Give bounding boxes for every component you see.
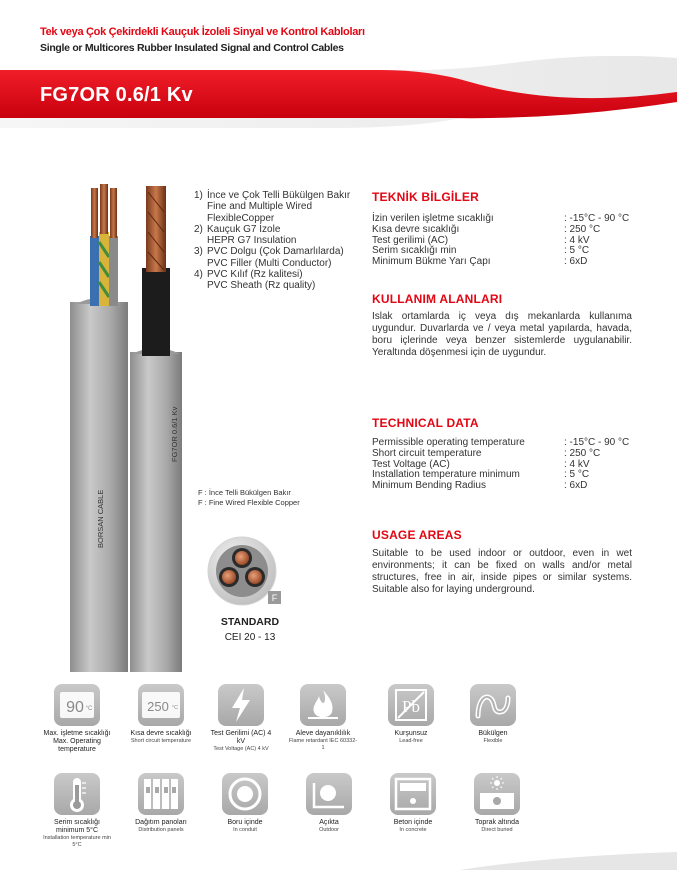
caption-en: Distribution panels — [138, 827, 184, 834]
part-item — [194, 224, 350, 247]
spec-value: : 250 °C — [564, 223, 601, 235]
caption-en: Test Voltage (AC) 4 kV — [213, 746, 269, 753]
spec-value: : 6xD — [564, 256, 588, 268]
lead-symbol: Pb — [402, 697, 420, 716]
part-line: FlexibleCopper — [207, 212, 275, 224]
spec-key: Kısa devre sıcaklığı — [372, 223, 460, 235]
technical-table — [372, 438, 629, 492]
icon-caption — [42, 730, 112, 755]
caption-en: In concrete — [399, 827, 427, 834]
kullanim-title: KULLANIM ALANLARI — [372, 292, 503, 306]
caption-tr: Aleve dayanıklılık — [295, 730, 351, 737]
spec-key: Serim sıcaklığı min — [372, 245, 457, 257]
icon-tile — [218, 684, 264, 726]
spec-key: İzin verilen işletme sıcaklığı — [372, 213, 494, 224]
icon-tile — [300, 684, 346, 726]
icon-tile — [388, 684, 434, 726]
part-line: PVC Dolgu (Çok Damarlılarda) — [207, 246, 344, 258]
icon-tile — [138, 684, 184, 726]
icon-250-value: 250 — [147, 699, 169, 714]
caption-tr: Serim sıcaklığı minimum 5°C — [54, 819, 100, 835]
spec-value: : 6xD — [564, 480, 588, 492]
part-line: Kauçuk G7 İzole — [207, 223, 281, 235]
icon-caption — [458, 730, 528, 745]
spec-row — [372, 225, 629, 236]
part-line: HEPR G7 Insulation — [207, 235, 297, 247]
header-title-tr: Tek veya Çok Çekirdekli Kauçuk İzoleli Sinyal ve Kontrol Kabloları — [40, 26, 365, 38]
kullanim-text: Islak ortamlarda iç veya dış mekanlarda kullanıma uygundur. Duvarlarda ve / veya metal yapılarda, havada, boru içlerinde veya benzer sistemlerde uygulanabilir. Yeraltında döşenmesi için de uygundur. — [372, 311, 632, 358]
part-item — [194, 190, 350, 224]
spec-value: : 4 kV — [564, 234, 590, 246]
caption-tr: Beton içinde — [393, 819, 433, 826]
icon-tile — [54, 773, 100, 815]
caption-tr: Kısa devre sıcaklığı — [130, 730, 192, 737]
caption-en: Direct buried — [481, 827, 513, 834]
caption-en: Flexible — [483, 738, 503, 745]
icon-tile — [138, 773, 184, 815]
caption-tr: Toprak altında — [475, 819, 519, 826]
caption-tr: Kurşunsuz — [394, 730, 428, 737]
part-line: PVC Kılıf (Rz kalitesi) — [207, 269, 303, 281]
icon-90-unit: °C — [85, 706, 93, 712]
spec-value: : -15°C - 90 °C — [564, 213, 630, 224]
icon-90-value: 90 — [66, 699, 84, 716]
technical-title: TECHNICAL DATA — [372, 416, 479, 430]
flexible-icon — [470, 684, 516, 726]
legend-line-en: F : Fine Wired Flexible Copper — [198, 498, 300, 507]
cable-cross-section — [204, 535, 284, 607]
caption-en: Installation temperature min 5°C — [43, 835, 111, 848]
icon-250-unit: °C — [171, 705, 179, 711]
spec-value: : 5 °C — [564, 245, 590, 257]
caption-tr: Dağıtım panoları — [135, 819, 187, 826]
short-circuit-250-icon — [138, 684, 184, 726]
part-number: 3) — [194, 246, 203, 258]
icon-caption — [378, 819, 448, 834]
concrete-icon — [390, 773, 436, 815]
part-number: 1) — [194, 190, 203, 201]
spec-key: Test gerilimi (AC) — [372, 234, 449, 246]
legend-line-tr: F : İnce Telli Bükülgen Bakır — [198, 488, 291, 497]
caption-tr: Bükülgen — [478, 730, 508, 737]
part-line: PVC Filler (Multi Conductor) — [207, 257, 332, 269]
usage-text: Suitable to be used indoor or outdoor, even in wet environments; it can be fixed on walls and/or metal structures, free in air, inside pipes or similar systems. Suitable also for laying underground. — [372, 548, 632, 595]
icon-tile — [474, 773, 520, 815]
lightning-icon — [218, 684, 264, 726]
header-title-en: Single or Multicores Rubber Insulated Signal and Control Cables — [40, 42, 344, 54]
spec-key: Minimum Bükme Yarı Çapı — [372, 256, 491, 268]
spec-key: Installation temperature minimum — [372, 469, 520, 481]
icon-caption — [288, 730, 358, 751]
spec-key: Test Voltage (AC) — [372, 458, 450, 470]
icon-caption — [294, 819, 364, 834]
spec-key: Minimum Bending Radius — [372, 480, 486, 492]
usage-title: USAGE AREAS — [372, 528, 462, 542]
icon-caption — [462, 819, 532, 834]
caption-tr: Açıkta — [319, 819, 339, 826]
icon-caption — [376, 730, 446, 745]
distribution-panel-icon — [138, 773, 184, 815]
icon-caption — [42, 819, 112, 848]
icon-tile — [54, 684, 100, 726]
spec-key: Short circuit temperature — [372, 447, 482, 459]
product-title: FG7OR 0.6/1 Kv — [40, 84, 193, 106]
caption-en: In conduit — [233, 827, 257, 834]
spec-value: : 5 °C — [564, 469, 590, 481]
part-item — [194, 269, 350, 292]
spec-row — [372, 449, 629, 460]
icon-tile — [222, 773, 268, 815]
part-line: İnce ve Çok Telli Bükülgen Bakır — [207, 190, 351, 201]
icon-tile — [470, 684, 516, 726]
icon-caption — [126, 730, 196, 745]
icon-tile — [306, 773, 352, 815]
standard-value: CEI 20 - 13 — [224, 632, 276, 643]
teknik-table — [372, 214, 629, 268]
icon-tile — [390, 773, 436, 815]
icon-caption — [206, 730, 276, 753]
spec-value: : 4 kV — [564, 458, 590, 470]
part-line: Fine and Multiple Wired — [207, 201, 313, 213]
spec-value: : 250 °C — [564, 447, 601, 459]
thermometer-90-icon — [54, 684, 100, 726]
thermometer-min-icon — [54, 773, 100, 815]
direct-buried-icon — [474, 773, 520, 815]
part-line: PVC Sheath (Rz quality) — [207, 280, 316, 292]
flexible-badge: F — [271, 593, 278, 603]
spec-row — [372, 481, 629, 492]
caption-en: Lead-free — [399, 738, 423, 745]
icon-caption — [126, 819, 196, 834]
conductor-legend — [198, 488, 300, 508]
teknik-title: TEKNİK BİLGİLER — [372, 190, 479, 204]
flame-icon — [300, 684, 346, 726]
part-number: 4) — [194, 269, 203, 281]
spec-key: Permissible operating temperature — [372, 437, 525, 448]
spec-value: : -15°C - 90 °C — [564, 437, 630, 448]
footer-swoosh — [460, 850, 677, 870]
caption-tr: Boru içinde — [227, 819, 263, 826]
standard-title: STANDARD — [220, 616, 280, 628]
cable-print-1: FG7OR 0.6/1 Kv — [170, 406, 179, 462]
caption-en: Short circuit temperature — [130, 738, 192, 745]
caption-tr: Test Gerilimi (AC) 4 kV — [210, 730, 272, 746]
caption-en: Max. Operating temperature — [53, 738, 101, 754]
conduit-icon — [222, 773, 268, 815]
caption-en: Flame retardant IEC 60332-1 — [288, 738, 358, 751]
caption-tr: Max. işletme sıcaklığı — [43, 730, 111, 737]
spec-row — [372, 257, 629, 268]
parts-list — [194, 190, 350, 292]
cable-print-2: BORSAN CABLE — [96, 489, 105, 548]
part-item — [194, 246, 350, 269]
outdoor-icon — [306, 773, 352, 815]
lead-free-icon — [388, 684, 434, 726]
part-number: 2) — [194, 223, 203, 235]
icon-caption — [210, 819, 280, 834]
caption-en: Outdoor — [319, 827, 339, 834]
